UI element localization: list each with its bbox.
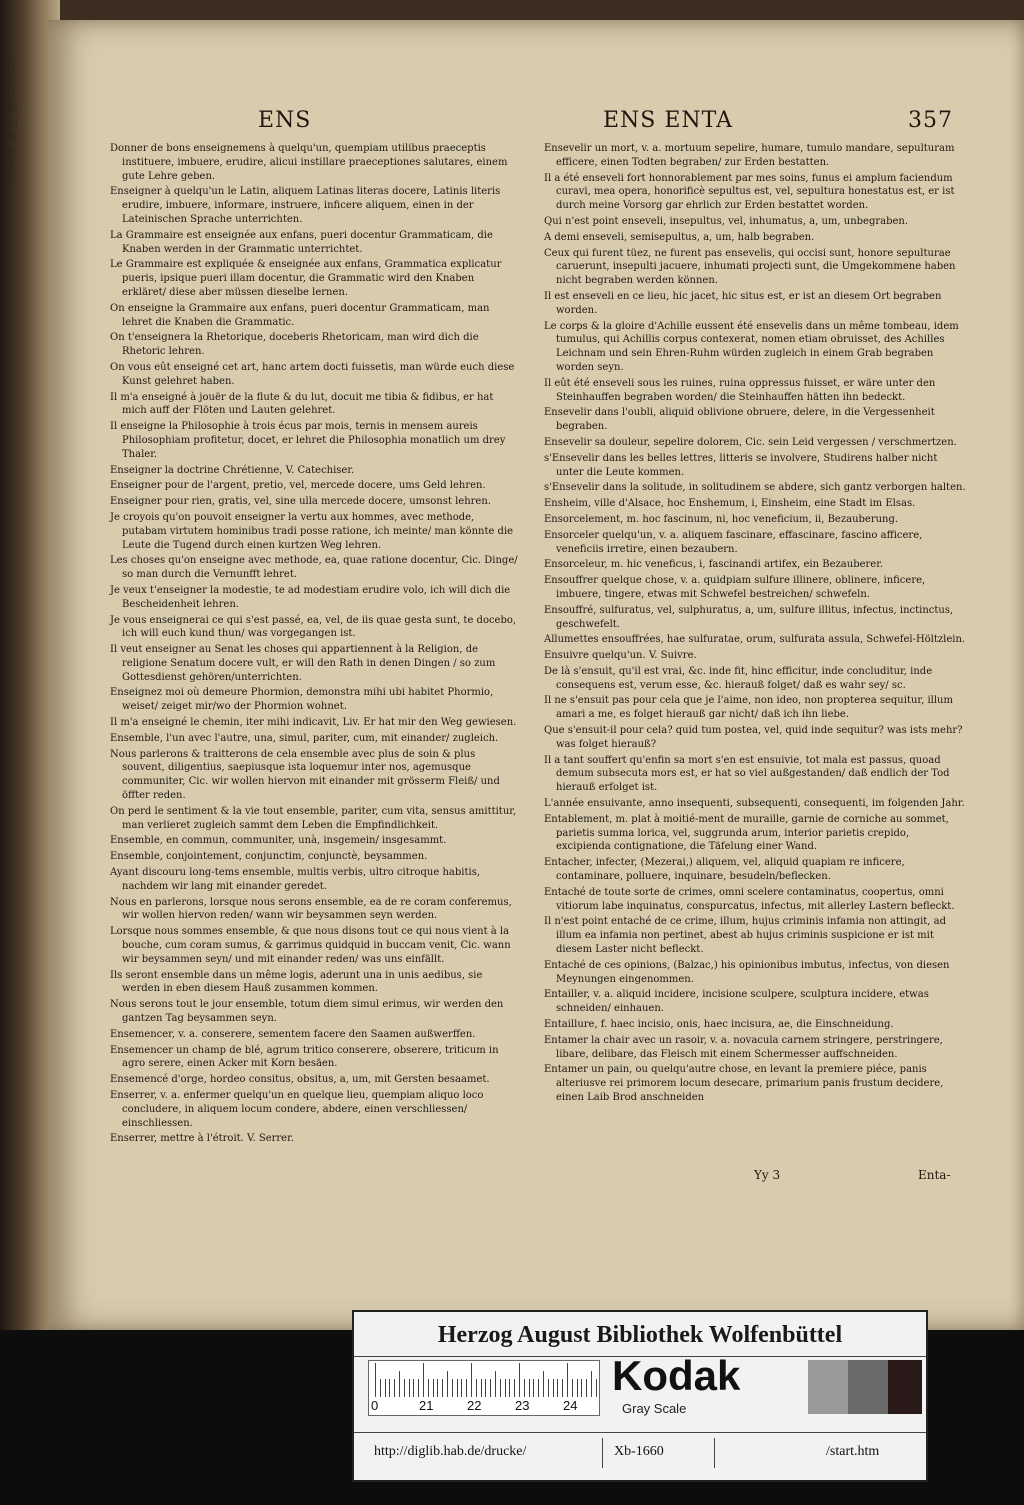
dictionary-entry: Ensouffrer quelque chose, v. a. quidpiam sulfure illinere, oblinere, inficere, imbuere, tingere, etwas mit Schwefel bestreichen/ schwefeln. [544,575,926,600]
ruler-tick [591,1371,592,1397]
ruler-tick [452,1379,453,1397]
ruler-tick [433,1379,434,1397]
dictionary-entry: Nous serons tout le jour ensemble, totum diem simul erimus, wir werden den gantzen Tag beysammen seyn. [110,999,504,1025]
color-target-card [352,1310,928,1482]
dictionary-entry: Enserrer, mettre à l'étroit. V. Serrer. [110,1133,294,1145]
ruler-tick [461,1379,462,1397]
ruler-tick [557,1379,558,1397]
ruler-tick [529,1379,530,1397]
ruler-tick [581,1379,582,1397]
dictionary-entry: Entaché de ces opinions, (Balzac,) his opinionibus imbutus, infectus, von diesen Meynungen eingenommen. [544,959,950,985]
ruler-tick [524,1379,525,1397]
dictionary-entry: Il ne s'ensuit pas pour cela que je l'aime, non ideo, non propterea sequitur, illum amari a me, es folget hierauß gar nicht/ daß ich ihn liebe. [544,695,953,721]
dictionary-entry: Ensevelir un mort, v. a. mortuum sepelire, humare, tumulo mandare, sepulturam efficere, einen Todten begraben/ zur Erden bestatten. [544,143,955,168]
dictionary-entry: Entaché de toute sorte de crimes, omni scelere contaminatus, coopertus, omni vitiorum labe inquinatus, conspurcatus, infectus, mit allerley Lastern befleckt. [544,886,955,912]
ruler-tick [548,1379,549,1397]
ruler-tick [519,1363,520,1397]
ruler-tick [385,1379,386,1397]
dictionary-entry: Ensouffré, sulfuratus, vel, sulphuratus, a, um, sulfure illitus, infectus, inctinctus, geschwefelt. [544,604,954,630]
ruler-tick [466,1379,467,1397]
ruler-tick [533,1379,534,1397]
spine-bleed-text: nt u di de mi co re m U [4,60,18,185]
right-column [544,142,966,1107]
dictionary-entry: Ensorceleur, m. hic veneficus, i, fascinandi artifex, ein Bezauberer. [544,559,884,571]
ruler-tick [399,1371,400,1397]
dictionary-entry: Il veut enseigner au Senat les choses qui appartiennent à la Religion, de religione Senatum docere vult, er will den Rath in denen Dingen / so zum Gottesdienst gehören/unterrichten. [110,644,496,683]
dictionary-entry: Le corps & la gloire d'Achille eussent été ensevelis dans un même tombeau, idem tumulus, qui Achillis corpus contexerat, nomen etiam obruisset, des Achilles Leichnam und sein Ehren-Ruhm würden zugleich in einem Grab begraben worden seyn. [544,320,959,373]
dictionary-entry: De là s'ensuit, qu'il est vrai, &c. inde fit, hinc efficitur, inde concluditur, inde consequens est, verum esse, &c. hierauß folget/ daß es wahr sey/ sc. [544,665,933,691]
dictionary-entry: L'année ensuivante, anno insequenti, subsequenti, consequenti, im folgenden Jahr. [544,798,965,810]
dictionary-entry: Ensemble, en commun, communiter, unà, insgemein/ insgesammt. [110,835,447,847]
signature-mark: Yy 3 [754,1168,781,1182]
dictionary-entry: Enseigner pour de l'argent, pretio, vel, mercede docere, ums Geld lehren. [110,480,486,492]
dictionary-entry: Ensemencer un champ de blé, agrum tritico conserere, obserere, triticum in agro serere, einen Acker mit Korn besäen. [110,1044,499,1070]
ruler-tick [413,1379,414,1397]
ruler-tick [514,1379,515,1397]
gray-swatch-1 [808,1360,848,1414]
dictionary-entry: Je croyois qu'on pouvoit enseigner la vertu aux hommes, avec methode, putabam virtutem hominibus tradi posse ratione, ich meinte/ man könnte die Leute die Tugend durch einen kurtzen Weg lehren. [110,511,514,551]
dictionary-entry: Allumettes ensouffrées, hae sulfuratae, orum, sulfurata assula, Schwefel-Höltzlein. [544,634,966,646]
dictionary-entry: Ensemencé d'orge, hordeo consitus, obsitus, a, um, mit Gersten besaamet. [110,1074,490,1086]
ruler-tick [596,1379,597,1397]
url-right: /start.htm [826,1444,880,1459]
dictionary-entry: Entailler, v. a. aliquid incidere, incisione sculpere, sculptura incidere, etwas schneiden/ einhauen. [544,989,929,1015]
dictionary-entry: Ensemble, l'un avec l'autre, una, simul, pariter, cum, mit einander/ zugleich. [110,732,499,744]
dictionary-entry: Nous parlerons & traitterons de cela ensemble avec plus de soin & plus souvent, diligentius, saepiusque ista loquemur inter nos, agemusque communiter, Cic. wir wollen hiervon mit einander mit grösserm Fleiß/ und öffter reden. [110,748,500,802]
ruler-scale [368,1360,600,1416]
dictionary-entry: Entacher, infecter, (Mezerai,) aliquem, vel, aliquid quapiam re inficere, contaminare, polluere, inquinare, besudeln/beflecken. [544,857,905,883]
dictionary-entry: Il m'a enseigné à jouër de la flute & du lut, docuit me tibia & fidibus, er hat mich auff der Flöten und Lauten gelehret. [110,391,494,417]
ruler-tick [543,1371,544,1397]
dictionary-entry: Ensheim, ville d'Alsace, hoc Enshemum, i, Einsheim, eine Stadt im Elsas. [544,498,916,510]
dictionary-entry: Il est enseveli en ce lieu, hic jacet, hic situs est, er ist an diesem Ort begraben worden. [544,290,942,316]
dictionary-entry: Enserrer, v. a. enfermer quelqu'un en quelque lieu, quempiam aliquo loco concludere, in aliquem locum condere, abdere, einen verschliessen/ einschliessen. [110,1090,484,1129]
ruler-tick [505,1379,506,1397]
ruler-tick [500,1379,501,1397]
url-left: http://diglib.hab.de/drucke/ [374,1444,527,1459]
dictionary-entry: On t'enseignera la Rhetorique, doceberis Rhetoricam, man wird dich die Rhetoric lehren. [110,332,479,358]
ruler-tick [394,1379,395,1397]
gray-swatch-3 [888,1360,922,1414]
dictionary-entry: Il n'est point entaché de ce crime, illum, hujus criminis infamia non attingit, ad illum ea infamia non pertinet, abest ab hujus criminis suspicione er ist mit diesem Laster nicht befleckt. [544,916,947,956]
dictionary-entry: Ils seront ensemble dans un même logis, aderunt una in unis aedibus, sie werden in eben diesem Hauß zusammen kommen. [110,969,483,995]
dictionary-entry: Ensemble, conjointement, conjunctim, conjunctè, beysammen. [110,851,428,863]
ruler-number: 22 [467,1398,482,1413]
dictionary-entry: s'Ensevelir dans les belles lettres, litteris se involvere, Studirens halber nicht unter die Leute kommen. [544,452,938,478]
ruler-tick [490,1379,491,1397]
ruler-tick [553,1379,554,1397]
ruler-tick [509,1379,510,1397]
ruler-tick [442,1379,443,1397]
ruler-tick [495,1371,496,1397]
ruler-tick [418,1379,419,1397]
dictionary-entry: Enseigner pour rien, gratis, vel, sine ulla mercede docere, umsonst lehren. [110,496,491,508]
dictionary-entry: Ensevelir sa douleur, sepelire dolorem, Cic. sein Leid vergessen / verschmertzen. [544,436,957,448]
dictionary-entry: Les choses qu'on enseigne avec methode, ea, quae ratione docentur, Cic. Dinge/ so man durch die Vernunfft lehret. [110,555,518,581]
dictionary-entry: A demi enseveli, semisepultus, a, um, halb begraben. [544,231,815,243]
kodak-logo: Kodak [612,1352,741,1399]
ruler-tick [409,1379,410,1397]
ruler-tick [437,1379,438,1397]
dictionary-entry: On enseigne la Grammaire aux enfans, pueri docentur Grammaticam, man lehret die Knaben die Grammatic. [110,302,490,328]
card-divider [354,1432,926,1433]
ruler-tick [389,1379,390,1397]
dictionary-entry: Ayant discouru long-tems ensemble, multis verbis, ultro citroque habitis, nachdem wir lang mit einander geredet. [110,867,480,892]
ruler-tick [423,1363,424,1397]
dictionary-entry: Ensemencer, v. a. conserere, sementem facere den Saamen außwerffen. [110,1028,476,1040]
dictionary-entry: s'Ensevelir dans la solitude, in solitudinem se abdere, sich gantz verborgen halten. [544,482,966,494]
left-column [110,142,520,1148]
ruler-number: 24 [563,1398,578,1413]
dictionary-entry: Ensevelir dans l'oubli, aliquid oblivione obruere, delere, in die Vergessenheit begraben. [544,407,935,433]
dictionary-entry: On vous eût enseigné cet art, hanc artem docti fuissetis, man würde euch diese Kunst gelehret haben. [110,361,515,387]
ruler-tick [562,1379,563,1397]
ruler-tick [457,1379,458,1397]
dictionary-entry: Que s'ensuit-il pour cela? quid tum postea, vel, quid inde sequitur? was ists mehr? was folget hierauß? [544,725,963,750]
dictionary-entry: Lorsque nous sommes ensemble, & que nous disons tout ce qui nous vient à la bouche, cum coram sumus, & garrimus quidquid in buccam venit, Cic. wann wir beysammen seyn/ und mit einander reden/ was uns einfällt. [110,926,511,965]
dictionary-entry: Ceux qui furent tüez, ne furent pas ensevelis, qui occisi sunt, honore sepulturae caruerunt, insepulti jacuere, inhumati projecti sunt, die Umgekommene haben nicht begraben werden können. [544,247,956,287]
ruler-tick [481,1379,482,1397]
dictionary-entry: On perd le sentiment & la vie tout ensemble, pariter, cum vita, sensus amittitur, man verlieret zugleich sammt dem Leben die Empfindlichkeit. [110,805,517,831]
ruler-tick [538,1379,539,1397]
gray-swatch-2 [848,1360,888,1414]
library-title: Herzog August Bibliothek Wolfenbüttel [437,1322,843,1348]
gray-scale-label: Gray Scale [622,1401,687,1416]
dictionary-entry: Nous en parlerons, lorsque nous serons ensemble, ea de re coram conferemus, wir wollen hiervon reden/ wann wir beysammen seyn werden. [110,896,512,922]
dictionary-entry: Enseignez moi où demeure Phormion, demonstra mihi ubi habitet Phormio, weiset/ zeiget mir/wo der Phormion wohnet. [110,687,494,713]
shelfmark: Xb-1660 [614,1444,664,1459]
ruler-number: 21 [419,1398,434,1413]
dictionary-entry: Le Grammaire est expliquée & enseignée aux enfans, Grammatica explicatur pueris, ipsique pueri illam docentur, die Grammatic wird den Knaben erkläret/ diese aber müssen dieselbe lernen. [110,259,502,298]
dictionary-entry: Ensuivre quelqu'un. V. Suivre. [544,650,697,662]
card-separator [602,1438,603,1468]
dictionary-entry: Entamer un pain, ou quelqu'autre chose, en levant la premiere piéce, panis alteriusve rei primorem locum desecare, primarium panis frustum decidere, einen Laib Brod anschneiden [544,1064,944,1103]
dictionary-entry: Ensorcelement, m. hoc fascinum, ni, hoc veneficium, ii, Bezauberung. [544,513,899,525]
running-head-left: ENS [258,108,312,133]
dictionary-entry: Entaillure, f. haec incisio, onis, haec incisura, ae, die Einschneidung. [544,1019,894,1031]
dictionary-entry: Ensorceler quelqu'un, v. a. aliquem fascinare, effascinare, fascino afficere, veneficiis irretire, einen bezaubern. [544,529,923,555]
page-number: 357 [908,108,953,133]
ruler-tick [471,1363,472,1397]
ruler-tick [428,1379,429,1397]
ruler-number: 0 [371,1398,379,1413]
card-separator [714,1438,715,1468]
ruler-tick [577,1379,578,1397]
ruler-tick [586,1379,587,1397]
dictionary-entry: Il a tant souffert qu'enfin sa mort s'en est ensuivie, tot mala est passus, quoad demum subsecuta mors est, er hat so viel außgestanden/ daß endlich der Tod hierauß erfolget ist. [544,754,950,794]
dictionary-entry: Entablement, m. plat à moitié-ment de muraille, garnie de corniche au sommet, parietis summa lorica, vel, suggrunda arum, interior parietis crepido, excipienda contignatione, die Täfelung einer Wand. [544,813,949,853]
ruler-tick [572,1379,573,1397]
dictionary-entry: La Grammaire est enseignée aux enfans, pueri docentur Grammaticam, die Knaben werden in der Grammatic unterrichtet. [110,229,493,255]
ruler-tick [485,1379,486,1397]
dictionary-entry: Qui n'est point enseveli, insepultus, vel, inhumatus, a, um, unbegraben. [544,215,909,227]
dictionary-entry: Il enseigne la Philosophie à trois écus par mois, ternis in mensem aureis Philosophiam profitetur, docet, er lehret die Philosophia monatlich um drey Thaler. [110,421,506,460]
dictionary-entry: Entamer la chair avec un rasoir, v. a. novacula carnem stringere, perstringere, libare, delibare, das Fleisch mit einem Schermesser auffschneiden. [544,1034,943,1060]
dictionary-entry: Enseigner à quelqu'un le Latin, aliquem Latinas literas docere, Latinis literis erudire, imbuere, informare, instruere, inficere aliquem, einen in der Lateinischen Sprache unterrichten. [110,186,501,225]
book-page [48,20,1024,1330]
ruler-number: 23 [515,1398,530,1413]
dictionary-entry: Il eût été enseveli sous les ruines, ruina oppressus fuisset, er wäre unter den Steinhauffen begraben worden/ die Steinhauffen hätten ihn bedeckt. [544,377,936,403]
ruler-tick [447,1371,448,1397]
ruler-tick [380,1379,381,1397]
dictionary-entry: Je veux t'enseigner la modestie, te ad modestiam erudire volo, ich will dich die Bescheidenheit lehren. [110,584,511,610]
ruler-tick [567,1363,568,1397]
ruler-tick [476,1379,477,1397]
dictionary-entry: Il a été enseveli fort honnorablement par mes soins, funus ei amplum faciendum curavi, mea opera, honorificè sepultus est, vel, sepultura honestatus est, er ist durch meine Vorsorg gar ehrlich zur Erden bestattet worden. [544,172,955,212]
dictionary-entry: Donner de bons enseignemens à quelqu'un, quempiam utilibus praeceptis instituere, imbuere, erudire, alicui instillare praeceptiones salutares, einem gute Lehre geben. [110,143,508,182]
running-head-right: ENS ENTA [602,108,734,133]
ruler-tick [375,1363,376,1397]
catchword: Enta- [918,1168,951,1182]
dictionary-entry: Il m'a enseigné le chemin, iter mihi indicavit, Liv. Er hat mir den Weg gewiesen. [110,717,517,729]
ruler-tick [404,1379,405,1397]
dictionary-entry: Je vous enseignerai ce qui s'est passé, ea, vel, de iis quae gesta sunt, te docebo, ich will euch kund thun/ was vorgegangen ist. [110,614,517,640]
dictionary-entry: Enseigner la doctrine Chrétienne, V. Catechiser. [110,464,355,476]
